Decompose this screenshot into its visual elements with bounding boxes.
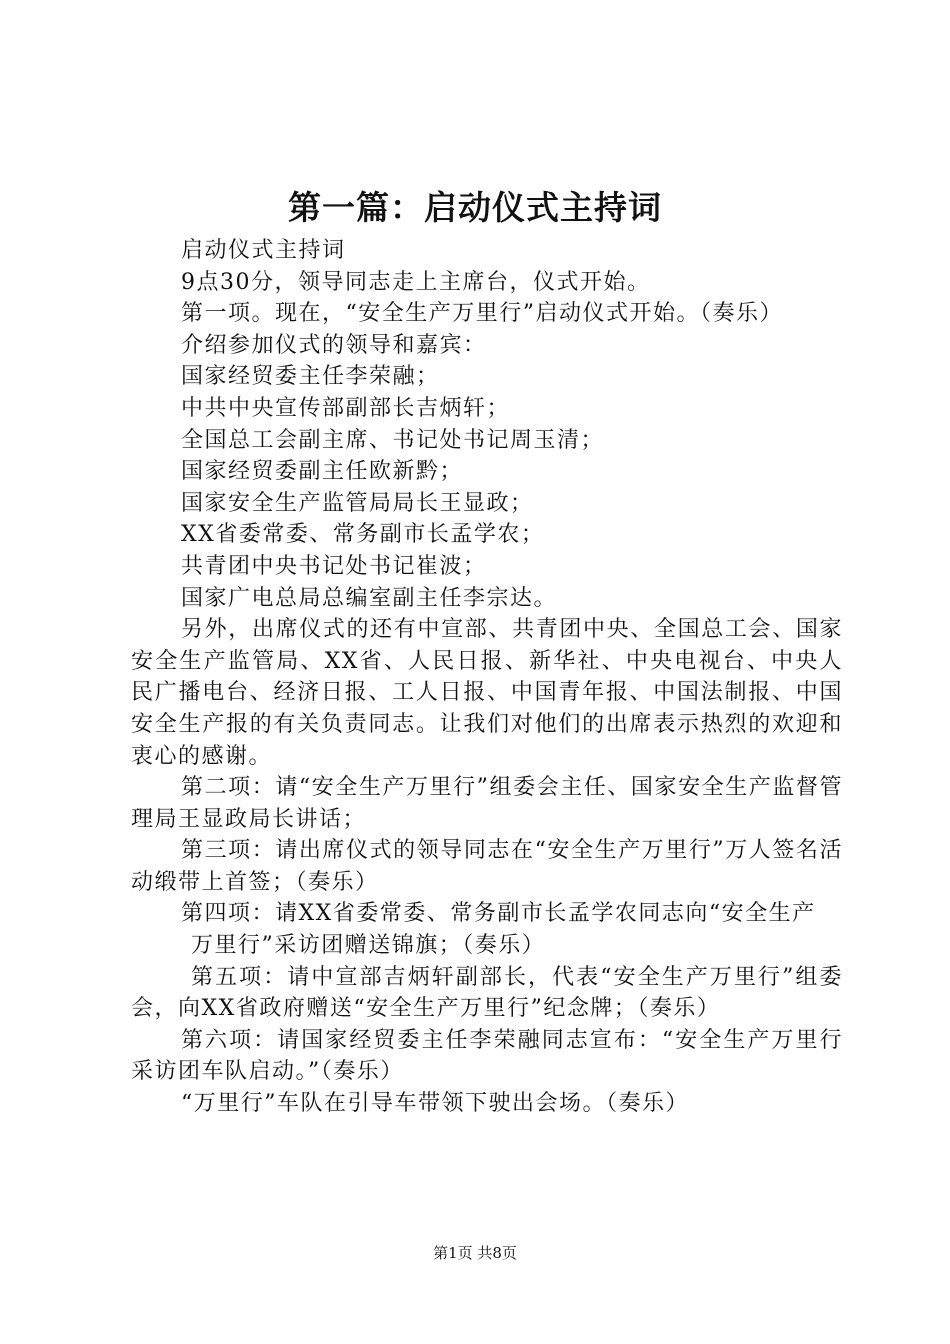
paragraph: 全国总工会副主席、书记处书记周玉清；	[181, 427, 605, 453]
paragraph: “万里行”车队在引导车带领下驶出会场。（奏乐）	[181, 1091, 689, 1117]
paragraph: 9点30分，领导同志走上主席台，仪式开始。	[181, 269, 651, 295]
paragraph: 介绍参加仪式的领导和嘉宾：	[181, 332, 487, 358]
page-footer: 第1页 共8页	[433, 1244, 517, 1262]
paragraph: 中共中央宣传部副部长吉炳轩；	[181, 395, 511, 421]
paragraph: 另外，出席仪式的还有中宣部、共青团中央、全国总工会、国家安全生产监管局、XX省、人民日报、新华社、中央电视台、中央人民广播电台、经济日报、工人日报、中国青年报、中国法制报、中国安全生产报的有关负责同志。让我们对他们的出席表示热烈的欢迎和衷心的感谢。	[131, 617, 843, 769]
paragraph: 国家安全生产监管局局长王显政；	[181, 490, 534, 516]
paragraph: 第五项：请中宣部吉炳轩副部长，代表“安全生产万里行”组委会，向XX省政府赠送“安全生产万里行”纪念牌；（奏乐）	[131, 964, 843, 1022]
paragraph: 国家经贸委副主任欧新黔；	[181, 459, 464, 485]
paragraph: 第三项：请出席仪式的领导同志在“安全生产万里行”万人签名活动缎带上首签；（奏乐）	[131, 838, 843, 895]
paragraph: 启动仪式主持词	[181, 238, 346, 263]
paragraph: 共青团中央书记处书记崔波；	[181, 553, 487, 579]
paragraph: XX省委常委、常务副市长孟学农；	[181, 522, 545, 548]
paragraph: 万里行”采访团赠送锦旗；（奏乐）	[191, 933, 546, 959]
document-body	[131, 235, 843, 1120]
document-title: 第一篇：启动仪式主持词	[288, 188, 662, 227]
paragraph: 第四项：请XX省委常委、常务副市长孟学农同志向“安全生产	[181, 901, 816, 927]
paragraph: 第六项：请国家经贸委主任李荣融同志宣布：“安全生产万里行采访团车队启动。”（奏乐）	[131, 1027, 843, 1085]
paragraph: 第二项：请“安全生产万里行”组委会主任、国家安全生产监督管理局王显政局长讲话；	[131, 775, 843, 832]
paragraph: 国家广电总局总编室副主任李宗达。	[181, 585, 558, 611]
paragraph: 国家经贸委主任李荣融；	[181, 364, 440, 390]
paragraph: 第一项。现在，“安全生产万里行”启动仪式开始。（奏乐）	[181, 301, 783, 327]
